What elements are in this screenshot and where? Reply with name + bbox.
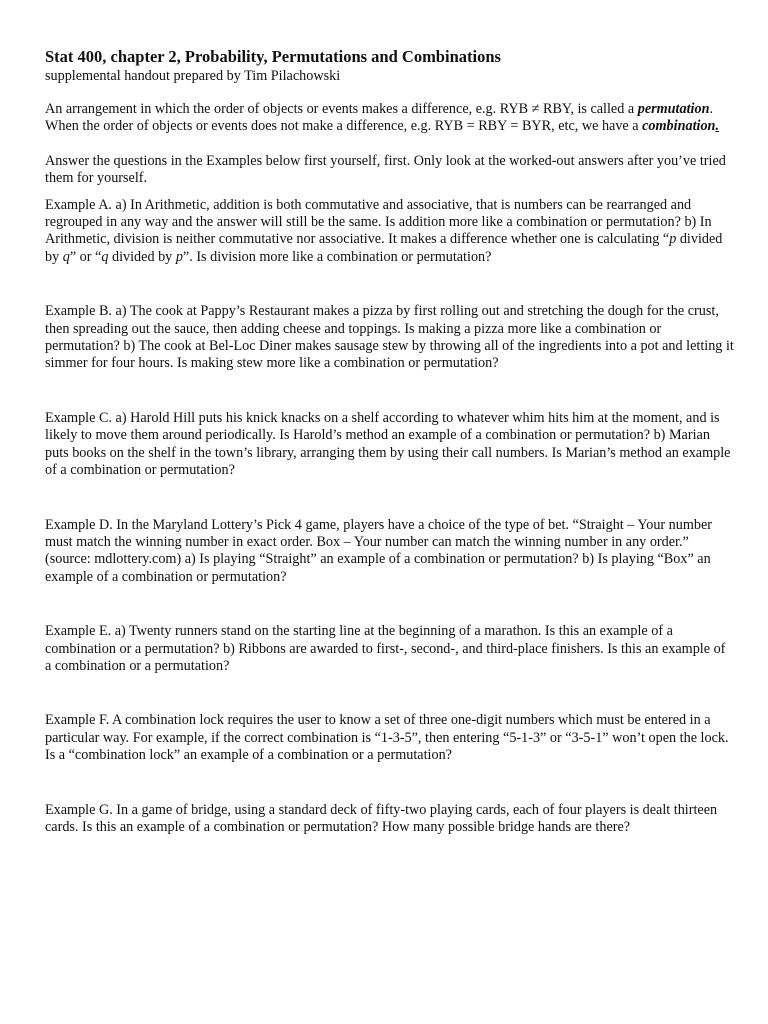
example-f: Example F. A combination lock requires the user to know a set of three one-digit numbers which must be entered in a particular way. For example, if the correct combination is “1-3-5”, then entering “5-1-3” or “3-5-1” won’t open the lock. Is a “combination lock” an example of a combination or a permutation? [45, 712, 729, 764]
document-title: Stat 400, chapter 2, Probability, Permutations and Combinations [45, 47, 501, 66]
example-d: Example D. In the Maryland Lottery’s Pick 4 game, players have a choice of the type of bet. “Straight – Your number must match the winning number in exact order. Box – Your number can match the winning number in any order.” (source: mdlottery.com) a) Is playing “Straight” an example of a combination or permutation? b) Is playing “Box” an example of a combination or permutation? [45, 516, 713, 585]
intro-paragraph [45, 101, 735, 136]
example-a-var-p: p [669, 231, 677, 248]
example-a-text-4: divided by [108, 248, 176, 265]
example-a-var-q: q [62, 248, 70, 265]
example-a-var-p-2: p [175, 248, 183, 265]
intro-text-1: An arrangement in which the order of objects or events makes a difference, e.g. RYB ≠ RBY, is called a [45, 101, 638, 117]
example-a-text-1: Example A. a) In Arithmetic, addition is both commutative and associative, that is numbers can be rearranged and regrouped in any way and the answer will still be the same. Is addition more like a combination or permutation? b) In Arithmetic, division is neither commutative nor associative. It makes a difference whether one is calculating “ [45, 196, 712, 248]
instructions-paragraph: Answer the questions in the Examples below first yourself, first. Only look at the worked-out answers after you’ve tried them for yourself. [45, 152, 726, 187]
intro-text-2: . When the order of objects or events does not make a difference, e.g. RYB = RBY = BYR, etc, we have a [45, 101, 714, 135]
intro-text-3: . [715, 118, 719, 135]
example-e: Example E. a) Twenty runners stand on the starting line at the beginning of a marathon. Is this an example of a combination or a permutation? b) Ribbons are awarded to first-, second-, and third-place finishers. Is this an example of a combination or a permutation? [45, 623, 726, 674]
example-a [45, 197, 735, 267]
example-a-var-q-2: q [101, 248, 109, 265]
example-c: Example C. a) Harold Hill puts his knick knacks on a shelf according to whatever whim hits him at the moment, and is likely to move them around periodically. Is Harold’s method an example of a combination or permutation? b) Marian puts books on the shelf in the town’s library, arranging them by using their call numbers. Is Marian’s method an example of a combination or permutation? [45, 409, 731, 479]
term-permutation: permutation [637, 101, 710, 117]
term-combination: combination [642, 118, 716, 135]
example-b: Example B. a) The cook at Pappy’s Restaurant makes a pizza by first rolling out and stretching the dough for the crust, then spreading out the sauce, then adding cheese and toppings. Is making a pizza more like a combination or permutation? b) The cook at Bel-Loc Diner makes sausage stew by throwing all of the ingredients into a pot and letting it simmer for four hours. Is making stew more like a combination or permutation? [45, 303, 734, 372]
handout-page [45, 47, 735, 873]
example-a-text-5: ”. Is division more like a combination or permutation? [182, 248, 492, 265]
example-a-text-2: divided by [45, 231, 723, 265]
example-a-text-3: ” or “ [69, 248, 102, 265]
document-subtitle: supplemental handout prepared by Tim Pilachowski [45, 68, 341, 84]
example-g: Example G. In a game of bridge, using a standard deck of fifty-two playing cards, each of four players is dealt thirteen cards. Is this an example of a combination or permutation? How many possible bridge hands are there? [45, 801, 718, 835]
